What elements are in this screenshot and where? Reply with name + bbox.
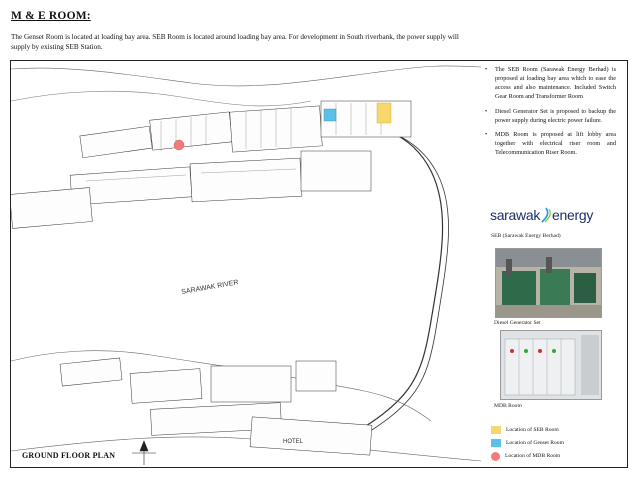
bullet-icon: • (485, 66, 488, 73)
site-plan-drawing (11, 61, 481, 467)
legend-swatch (491, 426, 501, 434)
legend-label: Location of Genset Room (506, 440, 564, 446)
mdb-room-marker (174, 140, 184, 150)
genset-caption: Diesel Generator Set (494, 320, 541, 326)
legend-swatch (491, 439, 501, 447)
legend-item-mdb (491, 450, 564, 462)
mdb-photo (500, 330, 602, 400)
bullet-seb (484, 66, 616, 102)
page-title: M & E ROOM: (11, 10, 91, 22)
mdb-caption: MDB Room (494, 403, 522, 409)
seb-room-marker (377, 103, 391, 123)
seb-caption: SEB (Sarawak Energy Berhad) (491, 233, 561, 239)
legend-item-seb (491, 424, 564, 436)
hotel-label: HOTEL (283, 439, 304, 445)
ground-floor-plan (11, 61, 481, 467)
legend-swatch (491, 452, 500, 461)
legend-label: Location of SEB Room (506, 427, 559, 433)
sarawak-energy-logo (490, 206, 602, 230)
bullet-genset (484, 108, 616, 126)
bullet-text: The SEB Room (Sarawak Energy Berhad) is proposed at loading bay area which to ease the access and also maintenance. Included Switch Gear Room and Transformer Room (495, 66, 616, 100)
bullet-list (484, 66, 616, 164)
legend (491, 424, 564, 463)
bullet-text: Diesel Generator Set is proposed to backup the power supply during electric power failure. (495, 107, 616, 124)
plan-title: GROUND FLOOR PLAN (22, 451, 116, 460)
bullet-mdb (484, 131, 616, 158)
river-label: SARAWAK RIVER (180, 279, 240, 297)
logo-text-right: energy (552, 207, 594, 223)
intro-paragraph: The Genset Room is located at loading bay area. SEB Room is located around loading bay area. For development in South riverbank, the power supply will supply by existing SEB Station. (11, 33, 459, 51)
legend-item-genset (491, 437, 564, 449)
genset-photo (495, 248, 602, 318)
bullet-text: MDB Room is proposed at lift lobby area together with electrical riser room and Telecommunication Riser Room. (495, 131, 616, 157)
logo-wave-icon (540, 206, 552, 224)
genset-room-marker (324, 109, 336, 121)
logo-text-left: sarawak (490, 207, 541, 223)
bullet-icon: • (485, 107, 488, 115)
legend-label: Location of MDB Room (505, 453, 561, 459)
bullet-icon: • (485, 131, 488, 139)
north-arrow-icon (132, 441, 156, 465)
